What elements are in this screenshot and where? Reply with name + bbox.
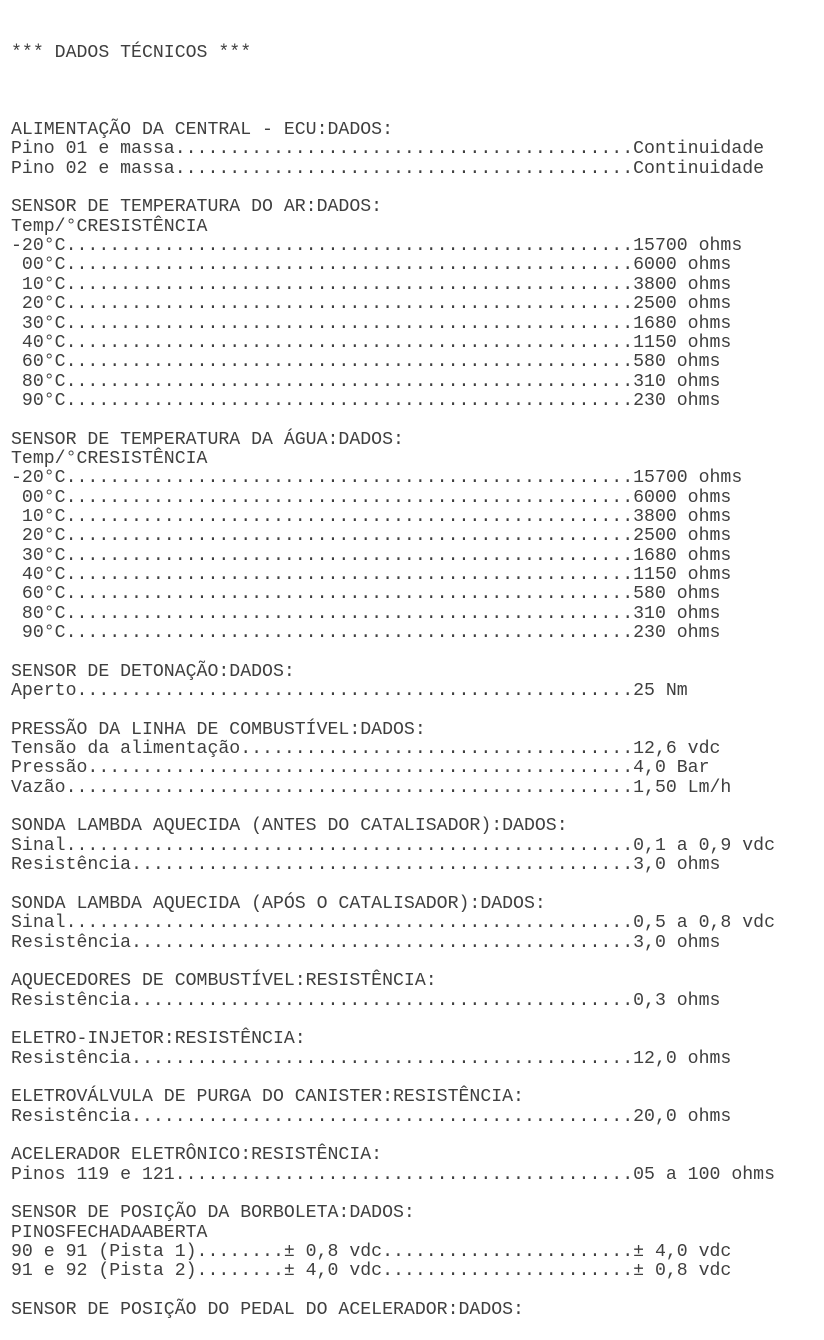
- data-line: Resistência..............................................12,0 ohms: [11, 1048, 732, 1069]
- data-line: -20°C....................................................15700 ohms: [11, 468, 743, 489]
- section: [11, 1204, 824, 1281]
- data-line: Sinal....................................................0,5 a 0,8 vdc: [11, 913, 775, 934]
- section: [11, 198, 824, 411]
- section: [11, 1301, 824, 1320]
- section: [11, 663, 824, 702]
- data-line: 90°C....................................................230 ohms: [11, 623, 721, 643]
- section: [11, 121, 824, 179]
- section-header: SENSOR DE POSIÇÃO DA BORBOLETA:DADOS:: [11, 1203, 415, 1224]
- section-header: AQUECEDORES DE COMBUSTÍVEL:RESISTÊNCIA:: [11, 971, 437, 992]
- data-line: 00°C....................................................6000 ohms: [11, 255, 732, 276]
- section-header: SENSOR DE POSIÇÃO DO PEDAL DO ACELERADOR:DADOS:: [11, 1300, 524, 1321]
- section-header: ELETROVÁLVULA DE PURGA DO CANISTER:RESISTÊNCIA:: [11, 1087, 524, 1108]
- data-line: 40°C....................................................1150 ohms: [11, 332, 732, 353]
- data-line: Temp/°CRESISTÊNCIA: [11, 448, 208, 469]
- section: [11, 972, 824, 1011]
- data-line: 00°C....................................................6000 ohms: [11, 487, 732, 508]
- data-line: 91 e 92 (Pista 2)........± 4,0 vdc.......................± 0,8 vdc: [11, 1261, 732, 1282]
- section: [11, 1088, 824, 1127]
- section: [11, 817, 824, 875]
- data-line: Resistência..............................................20,0 ohms: [11, 1106, 732, 1127]
- section: [11, 895, 824, 953]
- section: [11, 1030, 824, 1069]
- section-header: SENSOR DE TEMPERATURA DA ÁGUA:DADOS:: [11, 429, 404, 450]
- data-line: Vazão....................................................1,50 Lm/h: [11, 777, 732, 798]
- section-header: SONDA LAMBDA AQUECIDA (APÓS O CATALISADOR):DADOS:: [11, 893, 546, 914]
- data-line: 80°C....................................................310 ohms: [11, 371, 721, 392]
- data-line: 60°C....................................................580 ohms: [11, 352, 721, 373]
- data-line: 10°C....................................................3800 ohms: [11, 506, 732, 527]
- section-header: ELETRO-INJETOR:RESISTÊNCIA:: [11, 1029, 306, 1050]
- data-line: Pino 02 e massa..........................................Continuidade: [11, 158, 765, 179]
- data-line: Temp/°CRESISTÊNCIA: [11, 216, 208, 237]
- data-line: Pressão..................................................4,0 Bar: [11, 758, 710, 779]
- data-line: -20°C....................................................15700 ohms: [11, 236, 743, 257]
- data-line: PINOSFECHADAABERTA: [11, 1222, 208, 1243]
- data-line: Pinos 119 e 121..........................................05 a 100 ohms: [11, 1164, 775, 1185]
- document-sections: [11, 121, 824, 1320]
- data-line: Resistência..............................................3,0 ohms: [11, 855, 721, 876]
- data-line: Sinal....................................................0,1 a 0,9 vdc: [11, 835, 775, 856]
- data-line: 80°C....................................................310 ohms: [11, 603, 721, 624]
- data-line: Resistência..............................................3,0 ohms: [11, 932, 721, 953]
- section: [11, 431, 824, 644]
- data-line: 90 e 91 (Pista 1)........± 0,8 vdc.......................± 4,0 vdc: [11, 1242, 732, 1262]
- section-header: SONDA LAMBDA AQUECIDA (ANTES DO CATALISADOR):DADOS:: [11, 816, 568, 837]
- data-line: 30°C....................................................1680 ohms: [11, 545, 732, 566]
- data-line: Resistência..............................................0,3 ohms: [11, 990, 721, 1011]
- data-line: 20°C....................................................2500 ohms: [11, 294, 732, 315]
- data-line: Pino 01 e massa..........................................Continuidade: [11, 139, 765, 160]
- data-line: Aperto...................................................25 Nm: [11, 681, 688, 702]
- data-line: 20°C....................................................2500 ohms: [11, 526, 732, 547]
- data-line: 10°C....................................................3800 ohms: [11, 274, 732, 295]
- section-header: ALIMENTAÇÃO DA CENTRAL - ECU:DADOS:: [11, 120, 393, 141]
- data-line: 40°C....................................................1150 ohms: [11, 564, 732, 585]
- section-header: SENSOR DE DETONAÇÃO:DADOS:: [11, 661, 295, 682]
- section-header: ACELERADOR ELETRÔNICO:RESISTÊNCIA:: [11, 1145, 383, 1166]
- section: [11, 1146, 824, 1185]
- data-line: Tensão da alimentação....................................12,6 vdc: [11, 739, 721, 760]
- document-title: *** DADOS TÉCNICOS ***: [11, 42, 252, 63]
- data-line: 90°C....................................................230 ohms: [11, 390, 721, 411]
- section: [11, 721, 824, 798]
- section-header: PRESSÃO DA LINHA DE COMBUSTÍVEL:DADOS:: [11, 719, 426, 740]
- data-line: 60°C....................................................580 ohms: [11, 584, 721, 605]
- section-header: SENSOR DE TEMPERATURA DO AR:DADOS:: [11, 197, 383, 218]
- data-line: 30°C....................................................1680 ohms: [11, 313, 732, 334]
